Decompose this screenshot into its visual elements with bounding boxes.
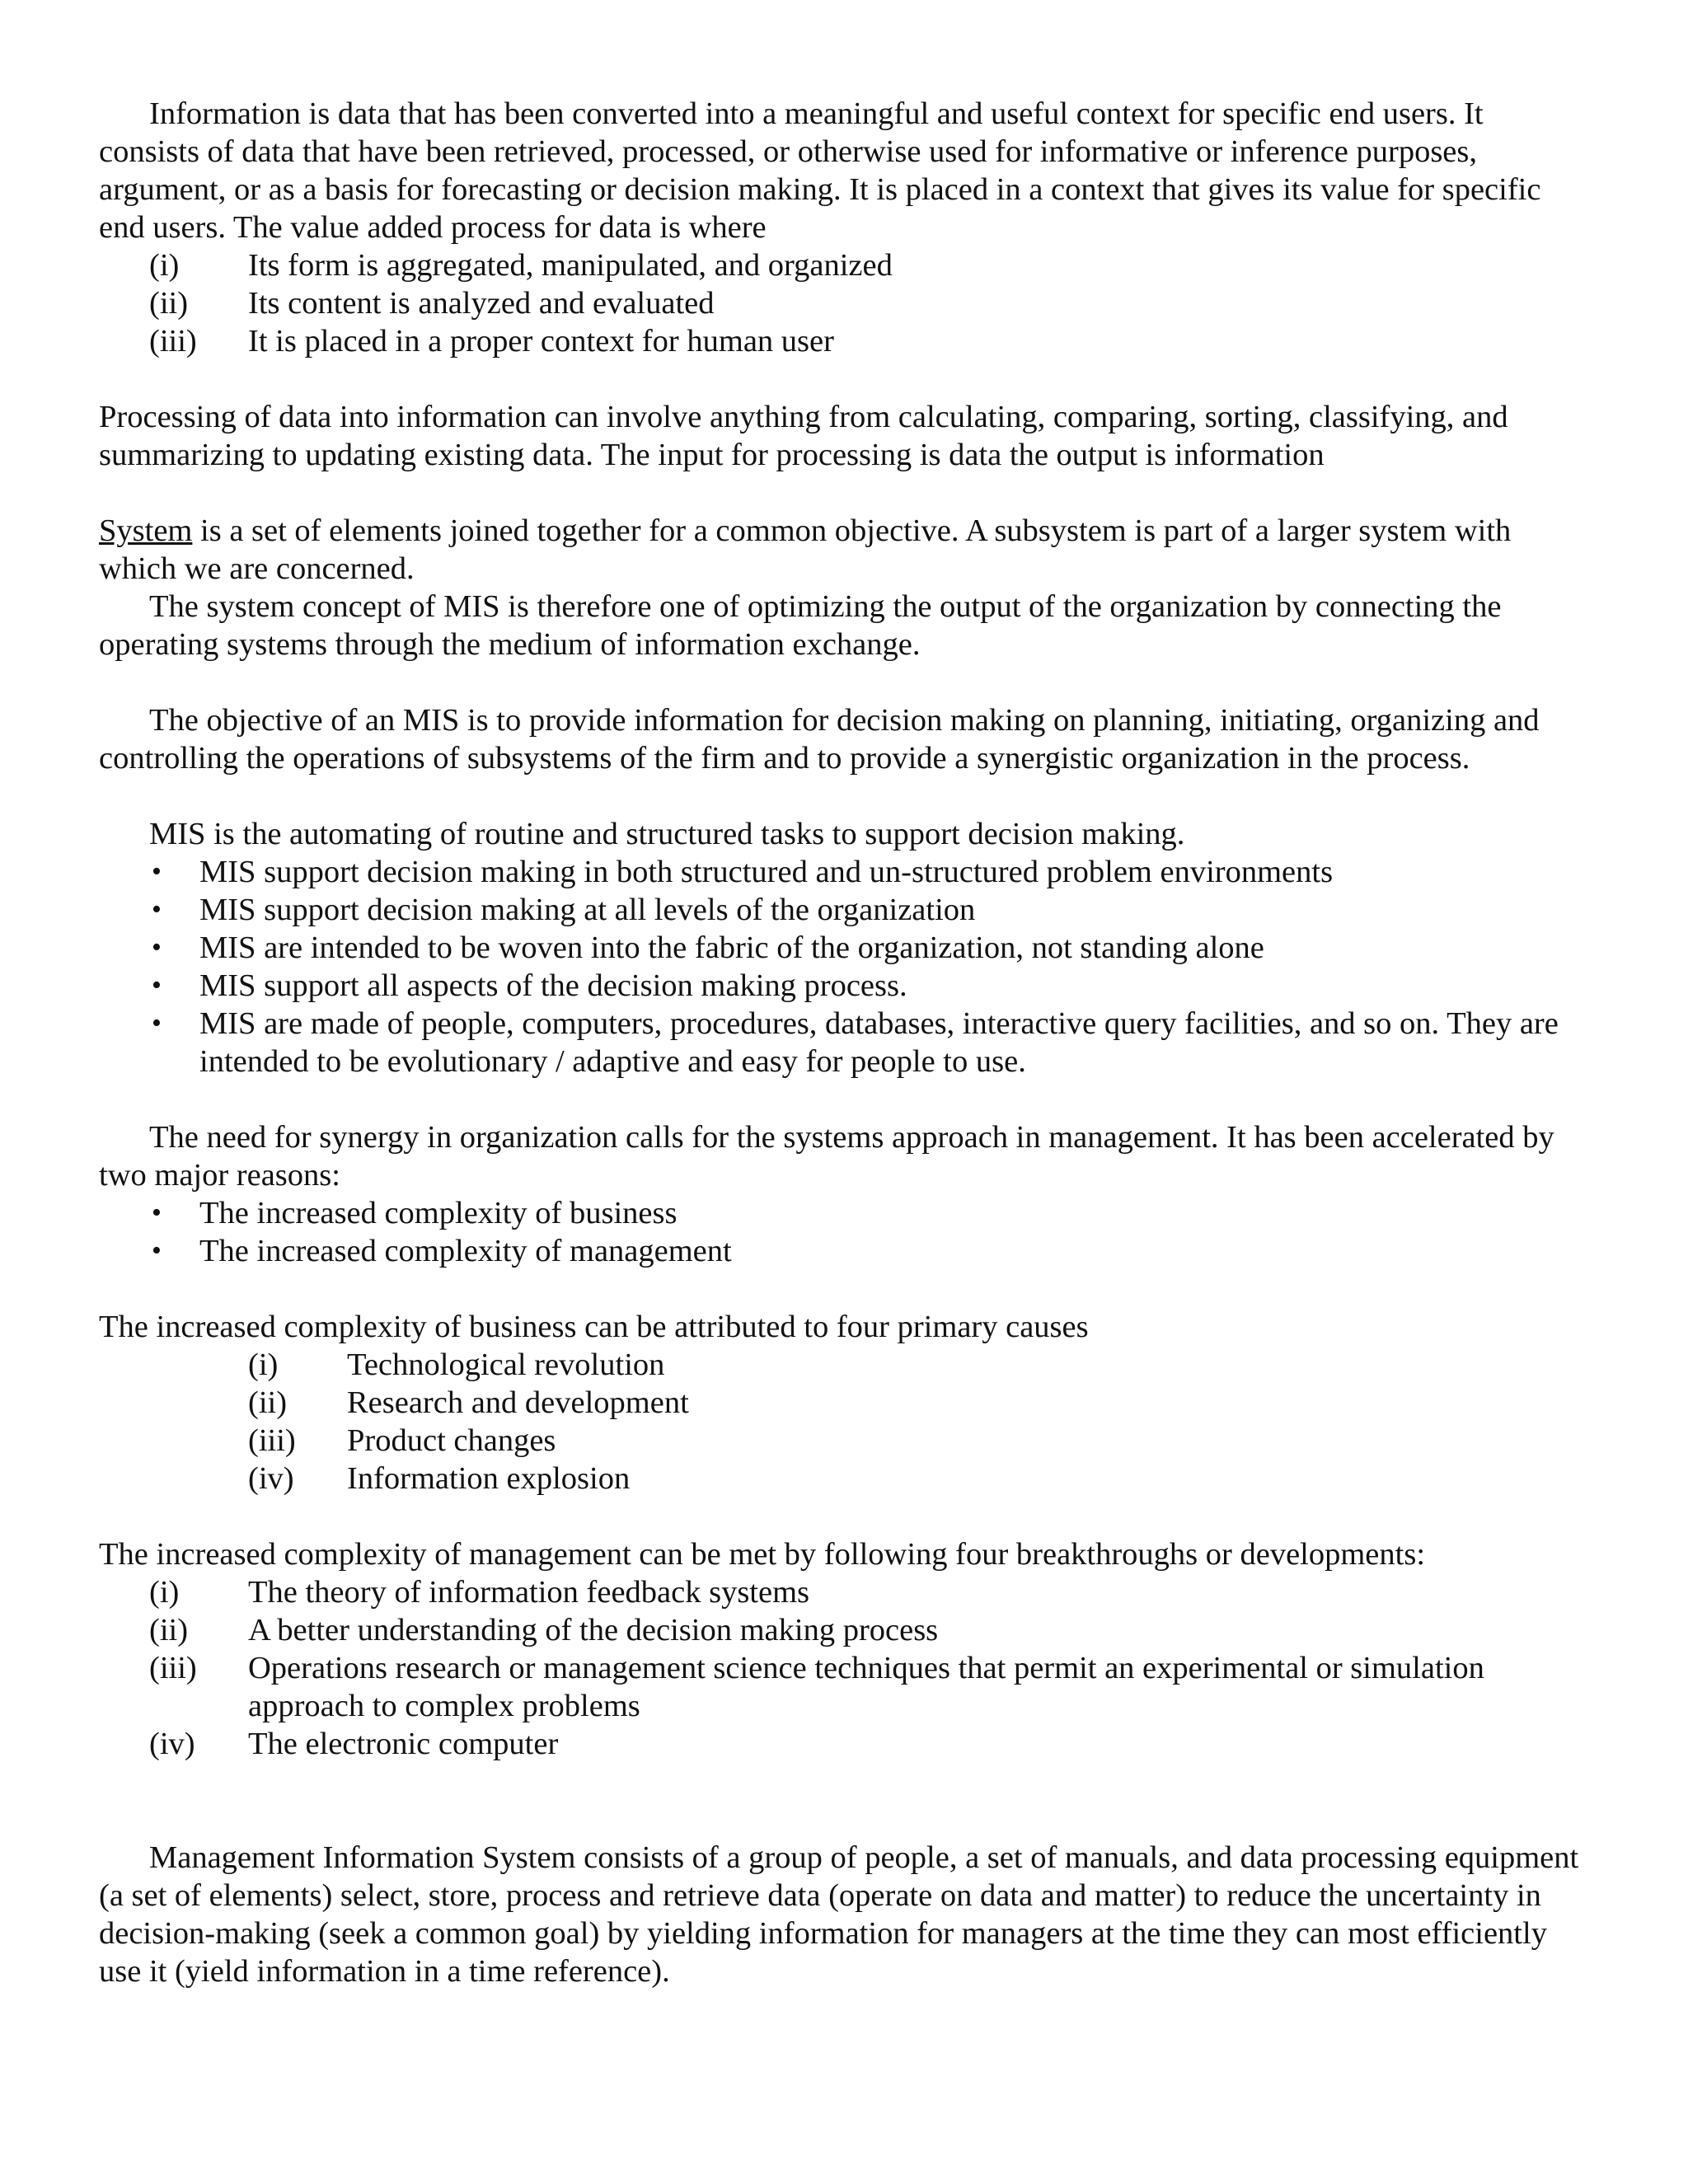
list-item [99,1725,1589,1763]
management-breakthroughs-list [99,1573,1589,1763]
list-item [99,967,1589,1005]
list-item [99,1611,1589,1649]
value-added-list [99,246,1589,360]
synergy-reasons-list [99,1194,1589,1270]
list-text: Technological revolution [347,1347,665,1382]
list-number: (i) [149,248,180,283]
paragraph-mis-automating: MIS is the automating of routine and structured tasks to support decision making. [149,817,1185,851]
list-item [99,284,1589,322]
list-text: The electronic computer [248,1727,559,1761]
list-text: The increased complexity of business [199,1196,678,1230]
document-page [99,95,1589,1990]
list-item [99,1232,1589,1270]
list-text: The increased complexity of management [199,1234,732,1268]
list-number: (ii) [149,1613,189,1647]
list-text: The theory of information feedback systems [248,1575,810,1610]
list-number: (iv) [149,1727,195,1761]
list-item [99,1573,1589,1611]
paragraph-information-definition: Information is data that has been converted into a meaningful and useful context for specific end users. It consists of data that have been retrieved, processed, or otherwise used for informative or inference purposes, argument, or as a basis for forecasting or decision making. It is placed in a context that gives its value for specific end users. The value added process for data is where [99,96,1541,245]
paragraph-system-definition [99,512,1589,588]
paragraph-system-concept: The system concept of MIS is therefore one of optimizing the output of the organization by connecting the operating systems through the medium of information exchange. [99,589,1502,662]
list-item [99,1384,1589,1422]
list-text: Product changes [347,1423,556,1458]
bullet-icon: • [152,856,162,887]
list-item [99,1460,1589,1497]
list-number: (i) [248,1347,279,1382]
system-definition-text: is a set of elements joined together for a common objective. A subsystem is part of a larger system with which we are concerned. [99,513,1512,586]
list-number: (iii) [149,324,197,359]
list-number: (ii) [248,1385,288,1420]
list-item [99,1194,1589,1232]
list-text: MIS support decision making in both structured and un-structured problem environments [199,855,1334,889]
list-item [99,1649,1589,1725]
list-text: A better understanding of the decision making process [248,1613,939,1647]
bullet-icon: • [152,1235,162,1266]
list-text: Information explosion [347,1461,631,1496]
paragraph-mis-definition: Management Information System consists of a group of people, a set of manuals, and data processing equipment (a set of elements) select, store, process and retrieve data (operate on data and matter) to reduce the uncertainty in decision-making (seek a common goal) by yielding information for managers at the time they can most efficiently use it (yield information in a time reference). [99,1840,1579,1989]
list-text: Research and development [347,1385,689,1420]
bullet-icon: • [152,894,162,925]
list-number: (iv) [248,1461,294,1496]
list-text: MIS support decision making at all levels of the organization [199,893,976,927]
list-item [99,891,1589,929]
mis-characteristics-list [99,853,1589,1080]
list-item [99,929,1589,967]
paragraph-processing: Processing of data into information can involve anything from calculating, comparing, sorting, classifying, and summarizing to updating existing data. The input for processing is data the output is information [99,400,1508,472]
list-text: It is placed in a proper context for human user [248,324,834,359]
list-item [99,246,1589,284]
list-item [99,1346,1589,1384]
list-text: MIS are made of people, computers, procedures, databases, interactive query facilities, and so on. They are intended to be evolutionary / adaptive and easy for people to use. [199,1006,1559,1079]
list-text: Its form is aggregated, manipulated, and organized [248,248,893,283]
paragraph-mis-objective: The objective of an MIS is to provide information for decision making on planning, initiating, organizing and controlling the operations of subsystems of the firm and to provide a synergistic organization in the process. [99,703,1540,776]
list-item [99,1005,1589,1080]
bullet-icon: • [152,932,162,963]
bullet-icon: • [152,1197,162,1228]
list-item [99,853,1589,891]
list-text: MIS support all aspects of the decision making process. [199,968,907,1003]
paragraph-management-complexity: The increased complexity of management can be met by following four breakthroughs or developments: [99,1537,1426,1572]
paragraph-business-complexity: The increased complexity of business can be attributed to four primary causes [99,1310,1089,1344]
list-text: Operations research or management science techniques that permit an experimental or simulation approach to complex problems [248,1651,1484,1723]
paragraph-synergy: The need for synergy in organization calls for the systems approach in management. It has been accelerated by two major reasons: [99,1120,1554,1193]
list-number: (ii) [149,286,189,321]
list-item [99,1422,1589,1460]
list-text: Its content is analyzed and evaluated [248,286,715,321]
list-item [99,322,1589,360]
list-number: (iii) [149,1651,197,1685]
list-number: (iii) [248,1423,296,1458]
bullet-icon: • [152,1008,162,1038]
system-term: System [99,513,193,548]
list-number: (i) [149,1575,180,1610]
business-causes-list [99,1346,1589,1497]
list-text: MIS are intended to be woven into the fabric of the organization, not standing alone [199,930,1264,965]
bullet-icon: • [152,970,162,1001]
